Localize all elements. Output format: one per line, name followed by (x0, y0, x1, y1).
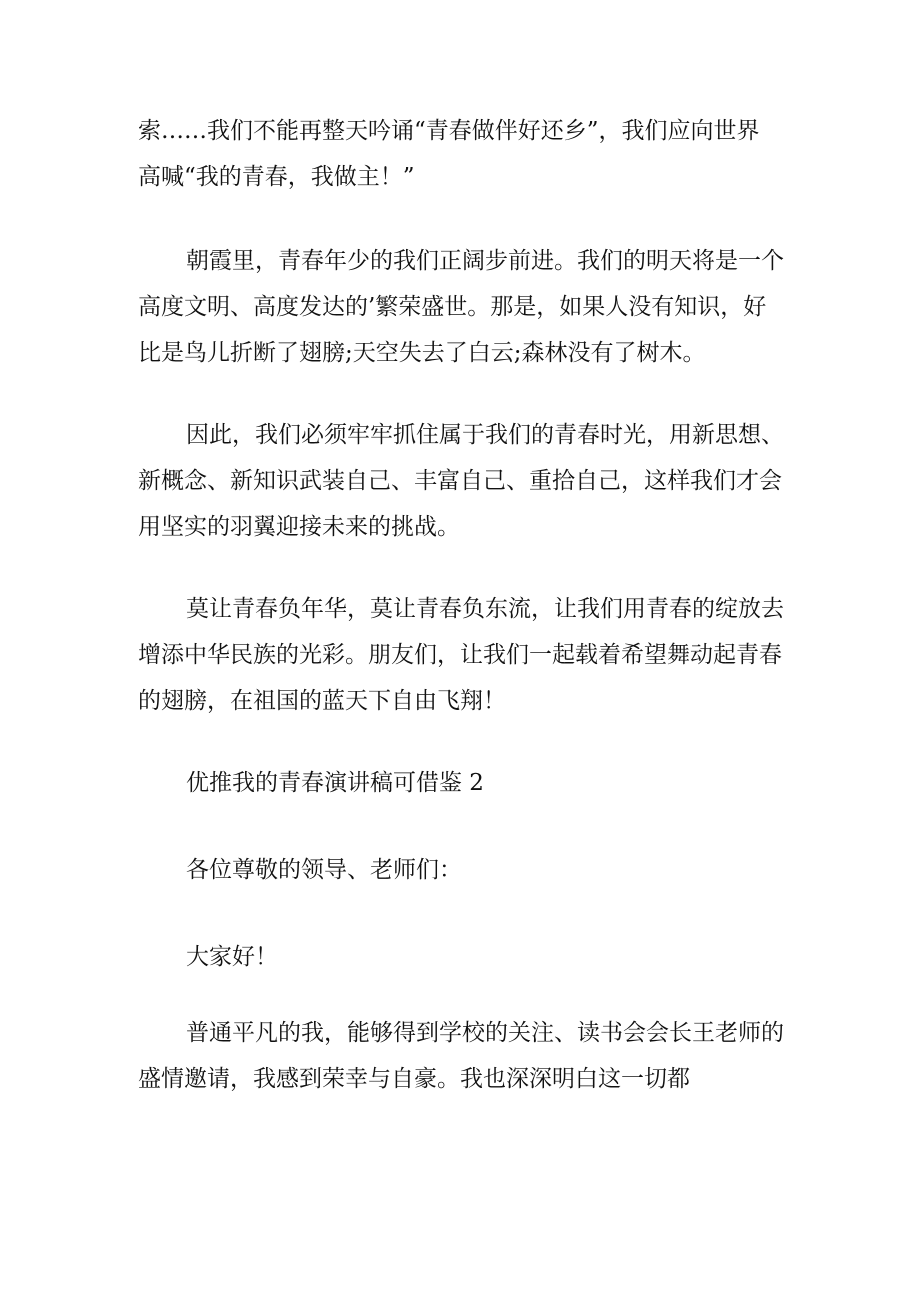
paragraph-closing (138, 586, 788, 724)
paragraph-line: 高喊“我的青春，我做主！” (138, 164, 415, 190)
greeting (138, 934, 788, 980)
paragraph-line: 的翅膀，在祖国的蓝天下自由飞翔！ (138, 688, 506, 714)
paragraph-line: 增添中华民族的光彩。朋友们，让我们一起载着希望舞动起青春 (138, 642, 782, 668)
greeting-text: 大家好！ (186, 944, 278, 970)
salutation-text: 各位尊敬的领导、老师们： (186, 857, 462, 883)
paragraph-line: 盛情邀请，我感到荣幸与自豪。我也深深明白这一切都 (138, 1066, 690, 1092)
paragraph-line: 莫让青春负年华，莫让青春负东流，让我们用青春的绽放去 (186, 596, 784, 622)
paragraph-continuation (138, 108, 788, 200)
paragraph-line: 高度文明、高度发达的’繁荣盛世。那是，如果人没有知识，好 (138, 294, 767, 320)
paragraph-line: 普通平凡的我，能够得到学校的关注、读书会会长王老师的 (186, 1020, 784, 1046)
paragraph-ordinary (138, 1010, 788, 1102)
section-title: 优推我的青春演讲稿可借鉴 2 (186, 770, 484, 796)
paragraph-line: 因此，我们必须牢牢抓住属于我们的青春时光，用新思想、 (186, 422, 784, 448)
paragraph-line: 朝霞里，青春年少的我们正阔步前进。我们的明天将是一个 (186, 248, 784, 274)
paragraph-line: 用坚实的羽翼迎接未来的挑战。 (138, 514, 460, 540)
salutation (138, 847, 788, 893)
paragraph-therefore (138, 412, 788, 550)
section-heading (138, 760, 788, 806)
paragraph-morning-glow (138, 238, 788, 376)
paragraph-line: 比是鸟儿折断了翅膀;天空失去了白云;森林没有了树木。 (138, 340, 706, 366)
paragraph-line: 新概念、新知识武装自己、丰富自己、重拾自己，这样我们才会 (138, 468, 782, 494)
paragraph-line: 索……我们不能再整天吟诵“青春做伴好还乡”，我们应向世界 (138, 118, 760, 144)
